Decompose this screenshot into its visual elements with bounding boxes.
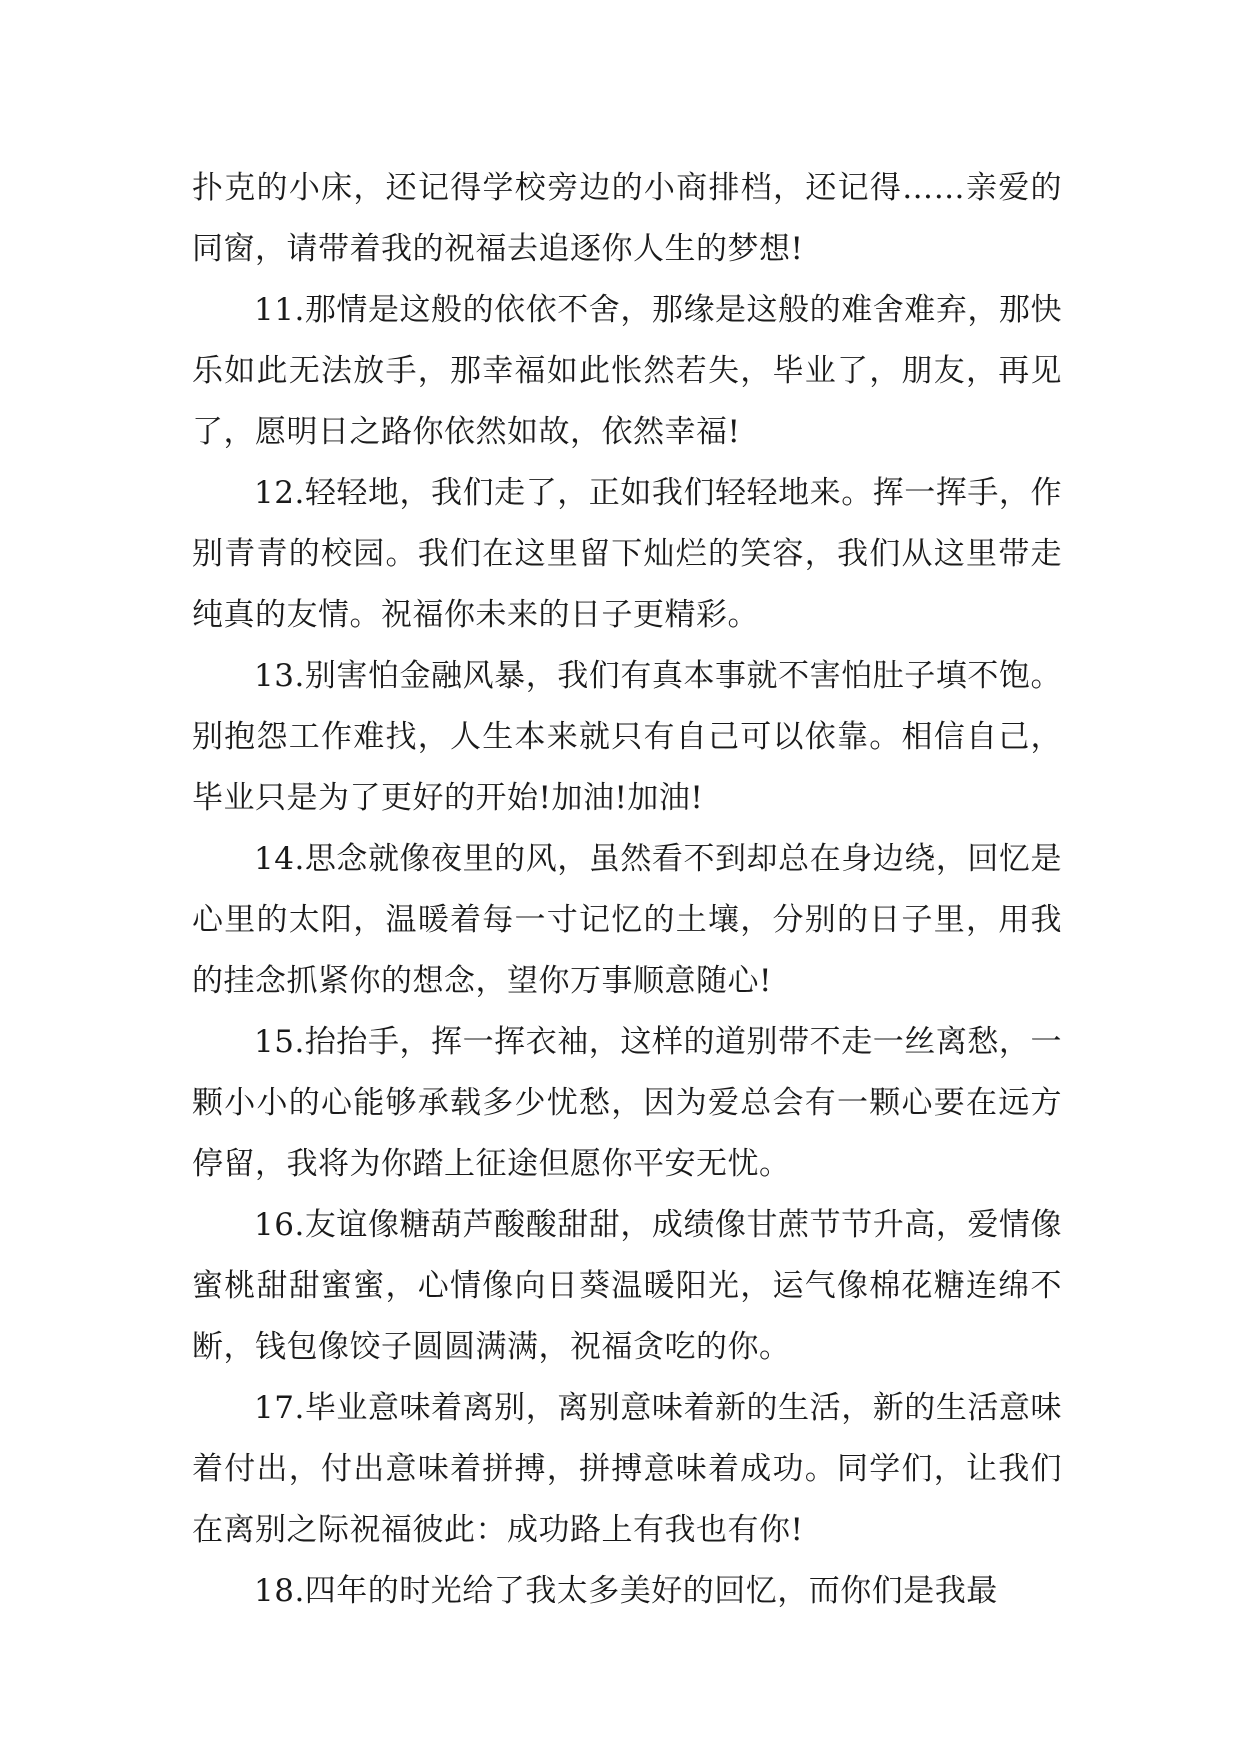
body-text <box>192 158 1062 1622</box>
paragraph-16: 16.友谊像糖葫芦酸酸甜甜，成绩像甘蔗节节升高，爱情像蜜桃甜甜蜜蜜，心情像向日葵温暖阳光，运气像棉花糖连绵不断，钱包像饺子圆圆满满，祝福贪吃的你。 <box>192 1207 1062 1365</box>
paragraph-continuation: 扑克的小床，还记得学校旁边的小商排档，还记得……亲爱的同窗，请带着我的祝福去追逐你人生的梦想! <box>192 170 1062 267</box>
paragraph-17: 17.毕业意味着离别，离别意味着新的生活，新的生活意味着付出，付出意味着拼搏，拼搏意味着成功。同学们，让我们在离别之际祝福彼此：成功路上有我也有你! <box>192 1390 1062 1548</box>
paragraph-14: 14.思念就像夜里的风，虽然看不到却总在身边绕，回忆是心里的太阳，温暖着每一寸记忆的土壤，分别的日子里，用我的挂念抓紧你的想念，望你万事顺意随心! <box>192 841 1062 999</box>
paragraph-18: 18.四年的时光给了我太多美好的回忆，而你们是我最 <box>254 1573 998 1609</box>
paragraph-11: 11.那情是这般的依依不舍，那缘是这般的难舍难弃，那快乐如此无法放手，那幸福如此怅然若失，毕业了，朋友，再见了，愿明日之路你依然如故，依然幸福! <box>192 292 1062 450</box>
paragraph-15: 15.抬抬手，挥一挥衣袖，这样的道别带不走一丝离愁，一颗小小的心能够承载多少忧愁，因为爱总会有一颗心要在远方停留，我将为你踏上征途但愿你平安无忧。 <box>192 1024 1062 1182</box>
paragraph-12: 12.轻轻地，我们走了，正如我们轻轻地来。挥一挥手，作别青青的校园。我们在这里留下灿烂的笑容，我们从这里带走纯真的友情。祝福你未来的日子更精彩。 <box>192 475 1062 633</box>
paragraph-13: 13.别害怕金融风暴，我们有真本事就不害怕肚子填不饱。别抱怨工作难找，人生本来就只有自己可以依靠。相信自己，毕业只是为了更好的开始!加油!加油! <box>192 658 1062 816</box>
